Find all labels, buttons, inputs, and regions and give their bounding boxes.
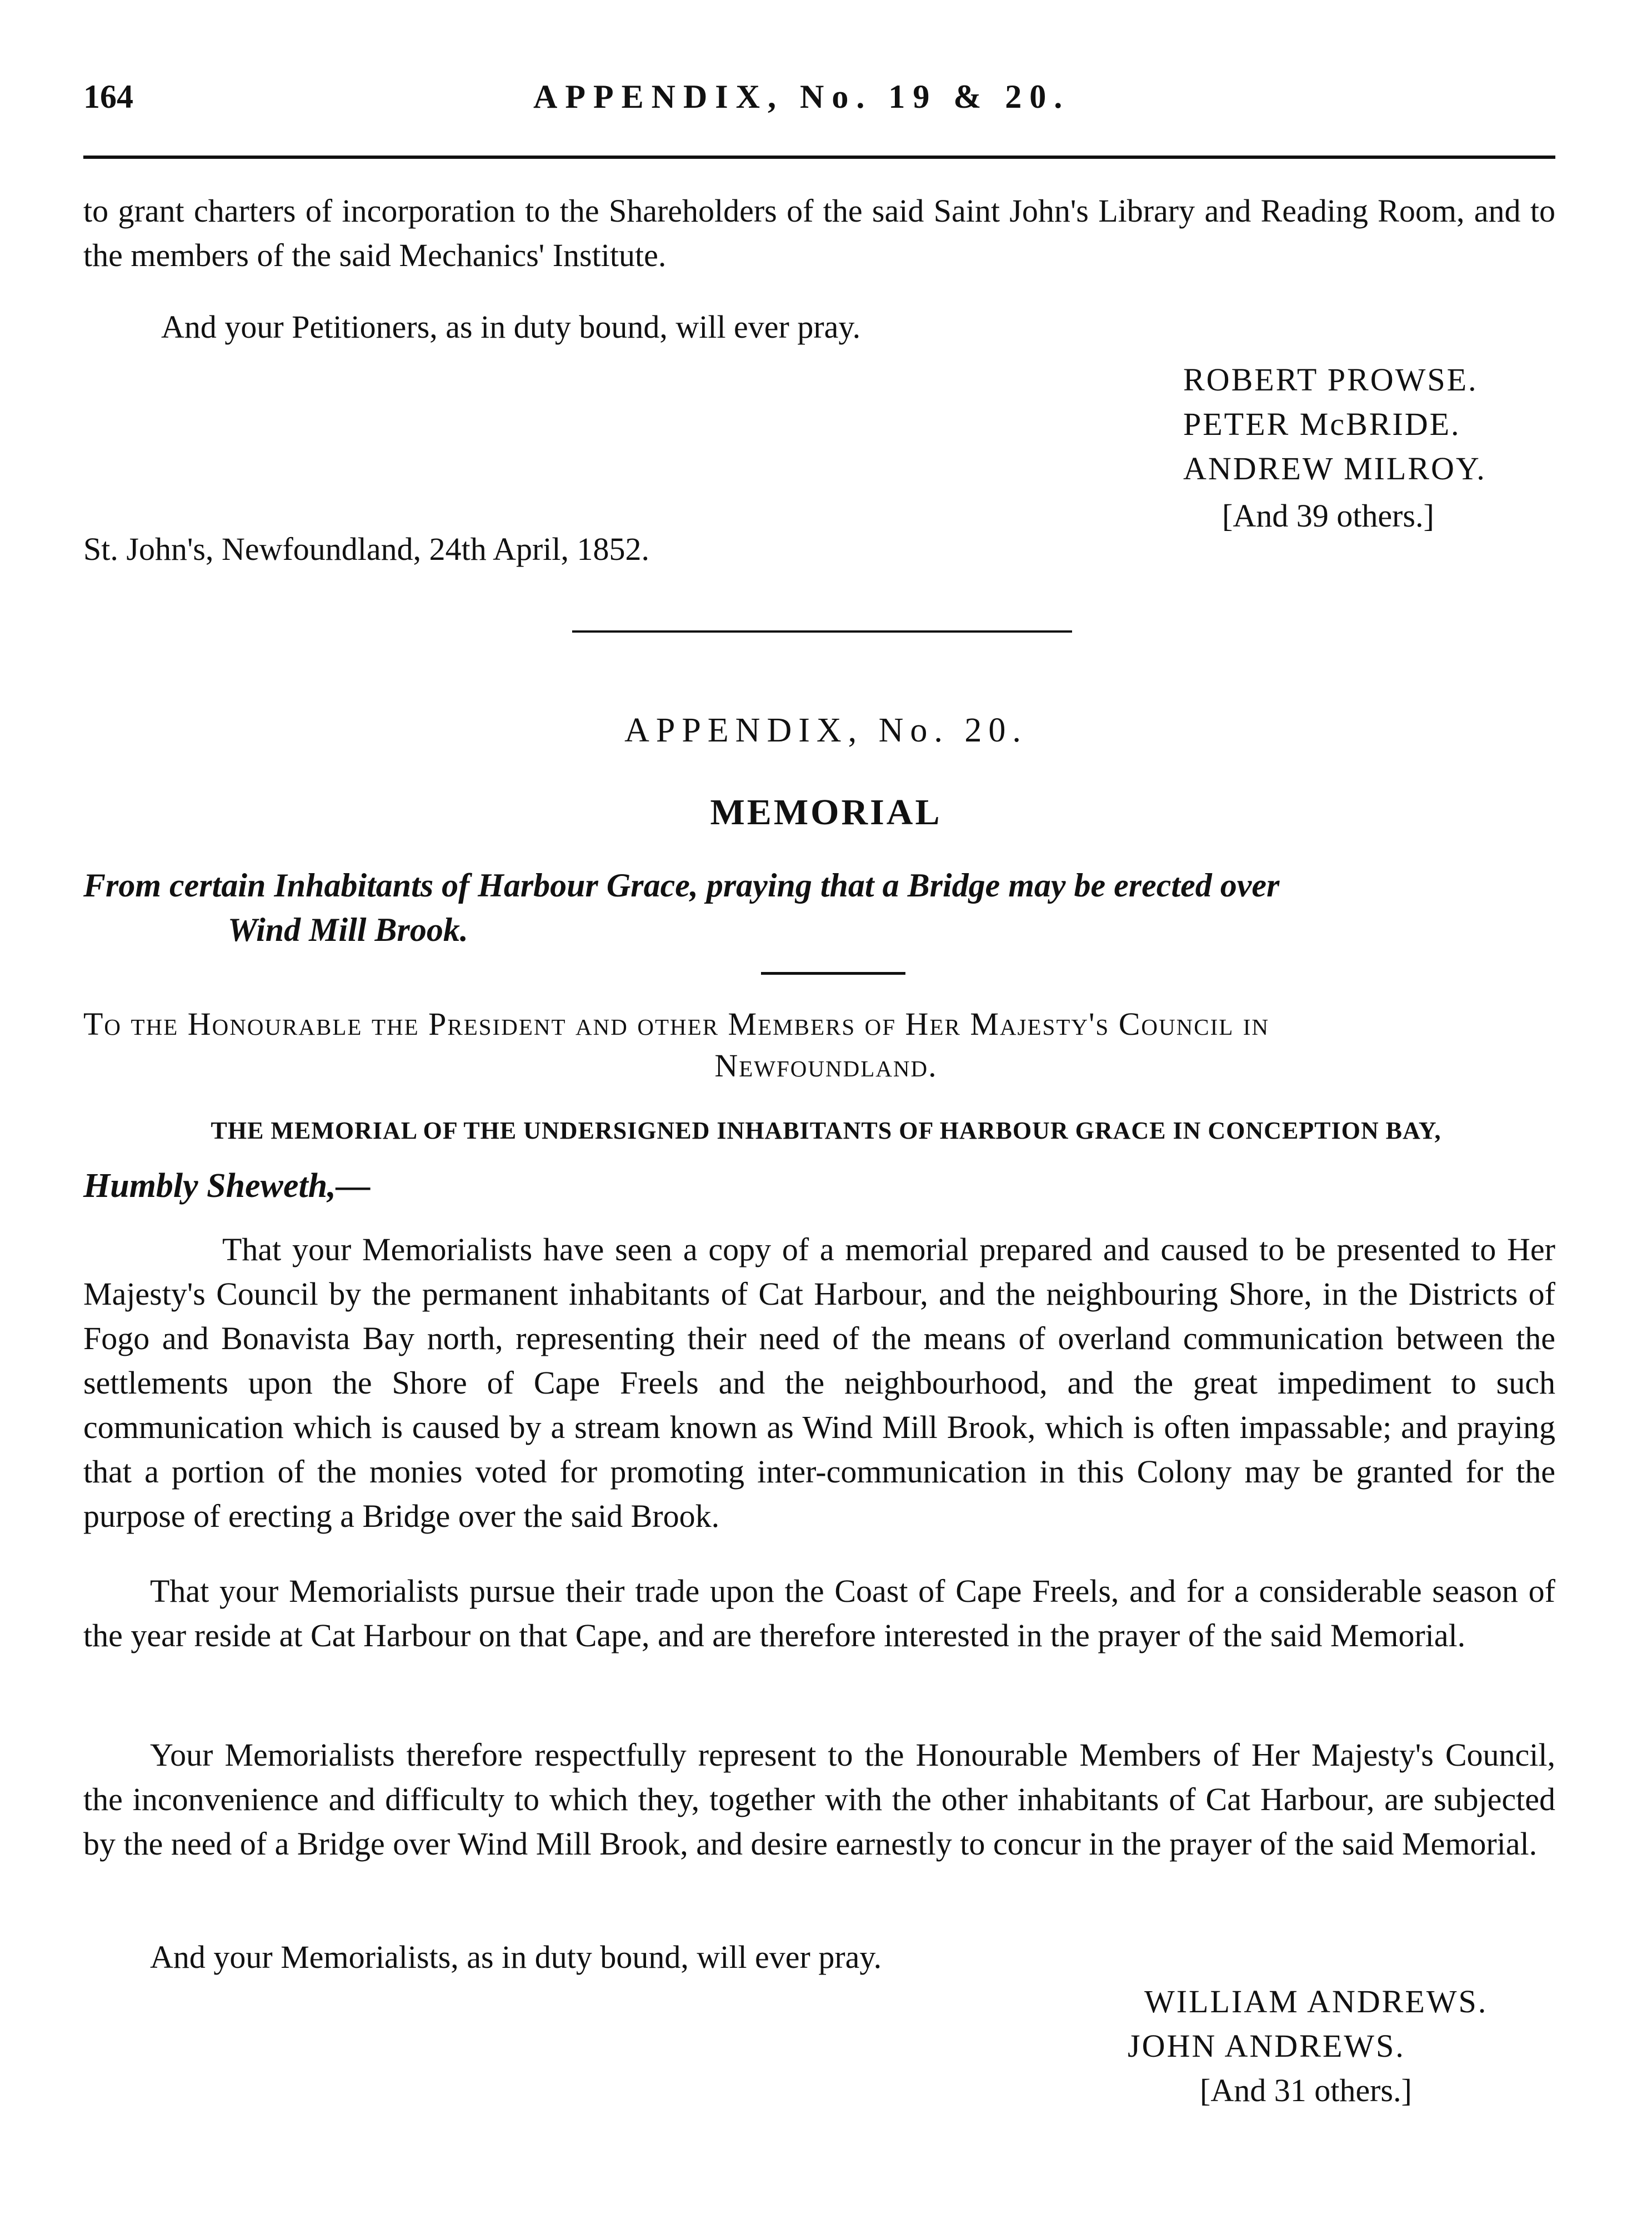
petition-others: [And 39 others.] [1222,498,1434,534]
address-line2: Newfoundland. [714,1048,938,1084]
page-number: 164 [83,78,133,115]
memorial-subtitle-line2: Wind Mill Brook. [228,911,468,948]
memorial-signatory-1: WILLIAM ANDREWS. [1144,1983,1488,2019]
memorial-others: [And 31 others.] [1200,2072,1412,2108]
memorial-of-line: THE MEMORIAL OF THE UNDERSIGNED INHABITANTS OF HARBOUR GRACE IN CONCEPTION BAY, [211,1117,1441,1144]
petition-place-date: St. John's, Newfoundland, 24th April, 1852. [83,531,649,567]
running-title: APPENDIX, No. 19 & 20. [533,78,1070,115]
humbly-sheweth: Humbly Sheweth,— [83,1167,371,1205]
petition-signatory-1: ROBERT PROWSE. [1183,362,1478,398]
petition-prayer: And your Petitioners, as in duty bound, will ever pray. [161,309,861,345]
memorial-prayer: And your Memorialists, as in duty bound, will ever pray. [150,1939,882,1975]
section-divider [572,630,1072,633]
memorial-title: MEMORIAL [710,792,942,833]
address-line1: To the Honourable the President and other Members of Her Majesty's Council in [83,1006,1270,1042]
memorial-paragraph-1: That your Memorialists have seen a copy of a memorial prepared and caused to be presented to Her Majesty's Council by the permanent inhabitants of Cat Harbour, and the neighbouring Shore, in the Districts of Fogo and Bonavista Bay north, representing their need of the means of overland communication between the settlements upon the Shore of Cape Freels and the neighbourhood, and the great impediment to such communication which is caused by a stream known as Wind Mill Brook, which is often impassable; and praying that a portion of the monies voted for promoting inter-communication in this Colony may be granted for the purpose of erecting a Bridge over the said Brook. [83,1231,1555,1534]
memorial-subtitle-line1: From certain Inhabitants of Harbour Grace, praying that a Bridge may be erected over [83,867,1280,904]
memorial-paragraph-2: That your Memorialists pursue their trade upon the Coast of Cape Freels, and for a considerable season of the year reside at Cat Harbour on that Cape, and are therefore interested in the prayer of the said Memorial. [83,1573,1555,1653]
appendix-heading: APPENDIX, No. 20. [624,711,1028,749]
memorial-paragraph-3: Your Memorialists therefore respectfully represent to the Honourable Members of Her Majesty's Council, the inconvenience and difficulty to which they, together with the other inhabitants of Cat Harbour, are subjected by the need of a Bridge over Wind Mill Brook, and desire earnestly to concur in the prayer of the said Memorial. [83,1737,1555,1862]
header-rule [83,156,1555,159]
petition-closing-text: to grant charters of incorporation to the Shareholders of the said Saint John's Library and Reading Room, and to the members of the said Mechanics' Institute. [83,193,1555,273]
petition-signatory-3: ANDREW MILROY. [1183,450,1486,487]
petition-signatory-2: PETER McBRIDE. [1183,406,1461,442]
memorial-signatory-2: JOHN ANDREWS. [1128,2028,1405,2064]
subtitle-rule [761,972,905,975]
